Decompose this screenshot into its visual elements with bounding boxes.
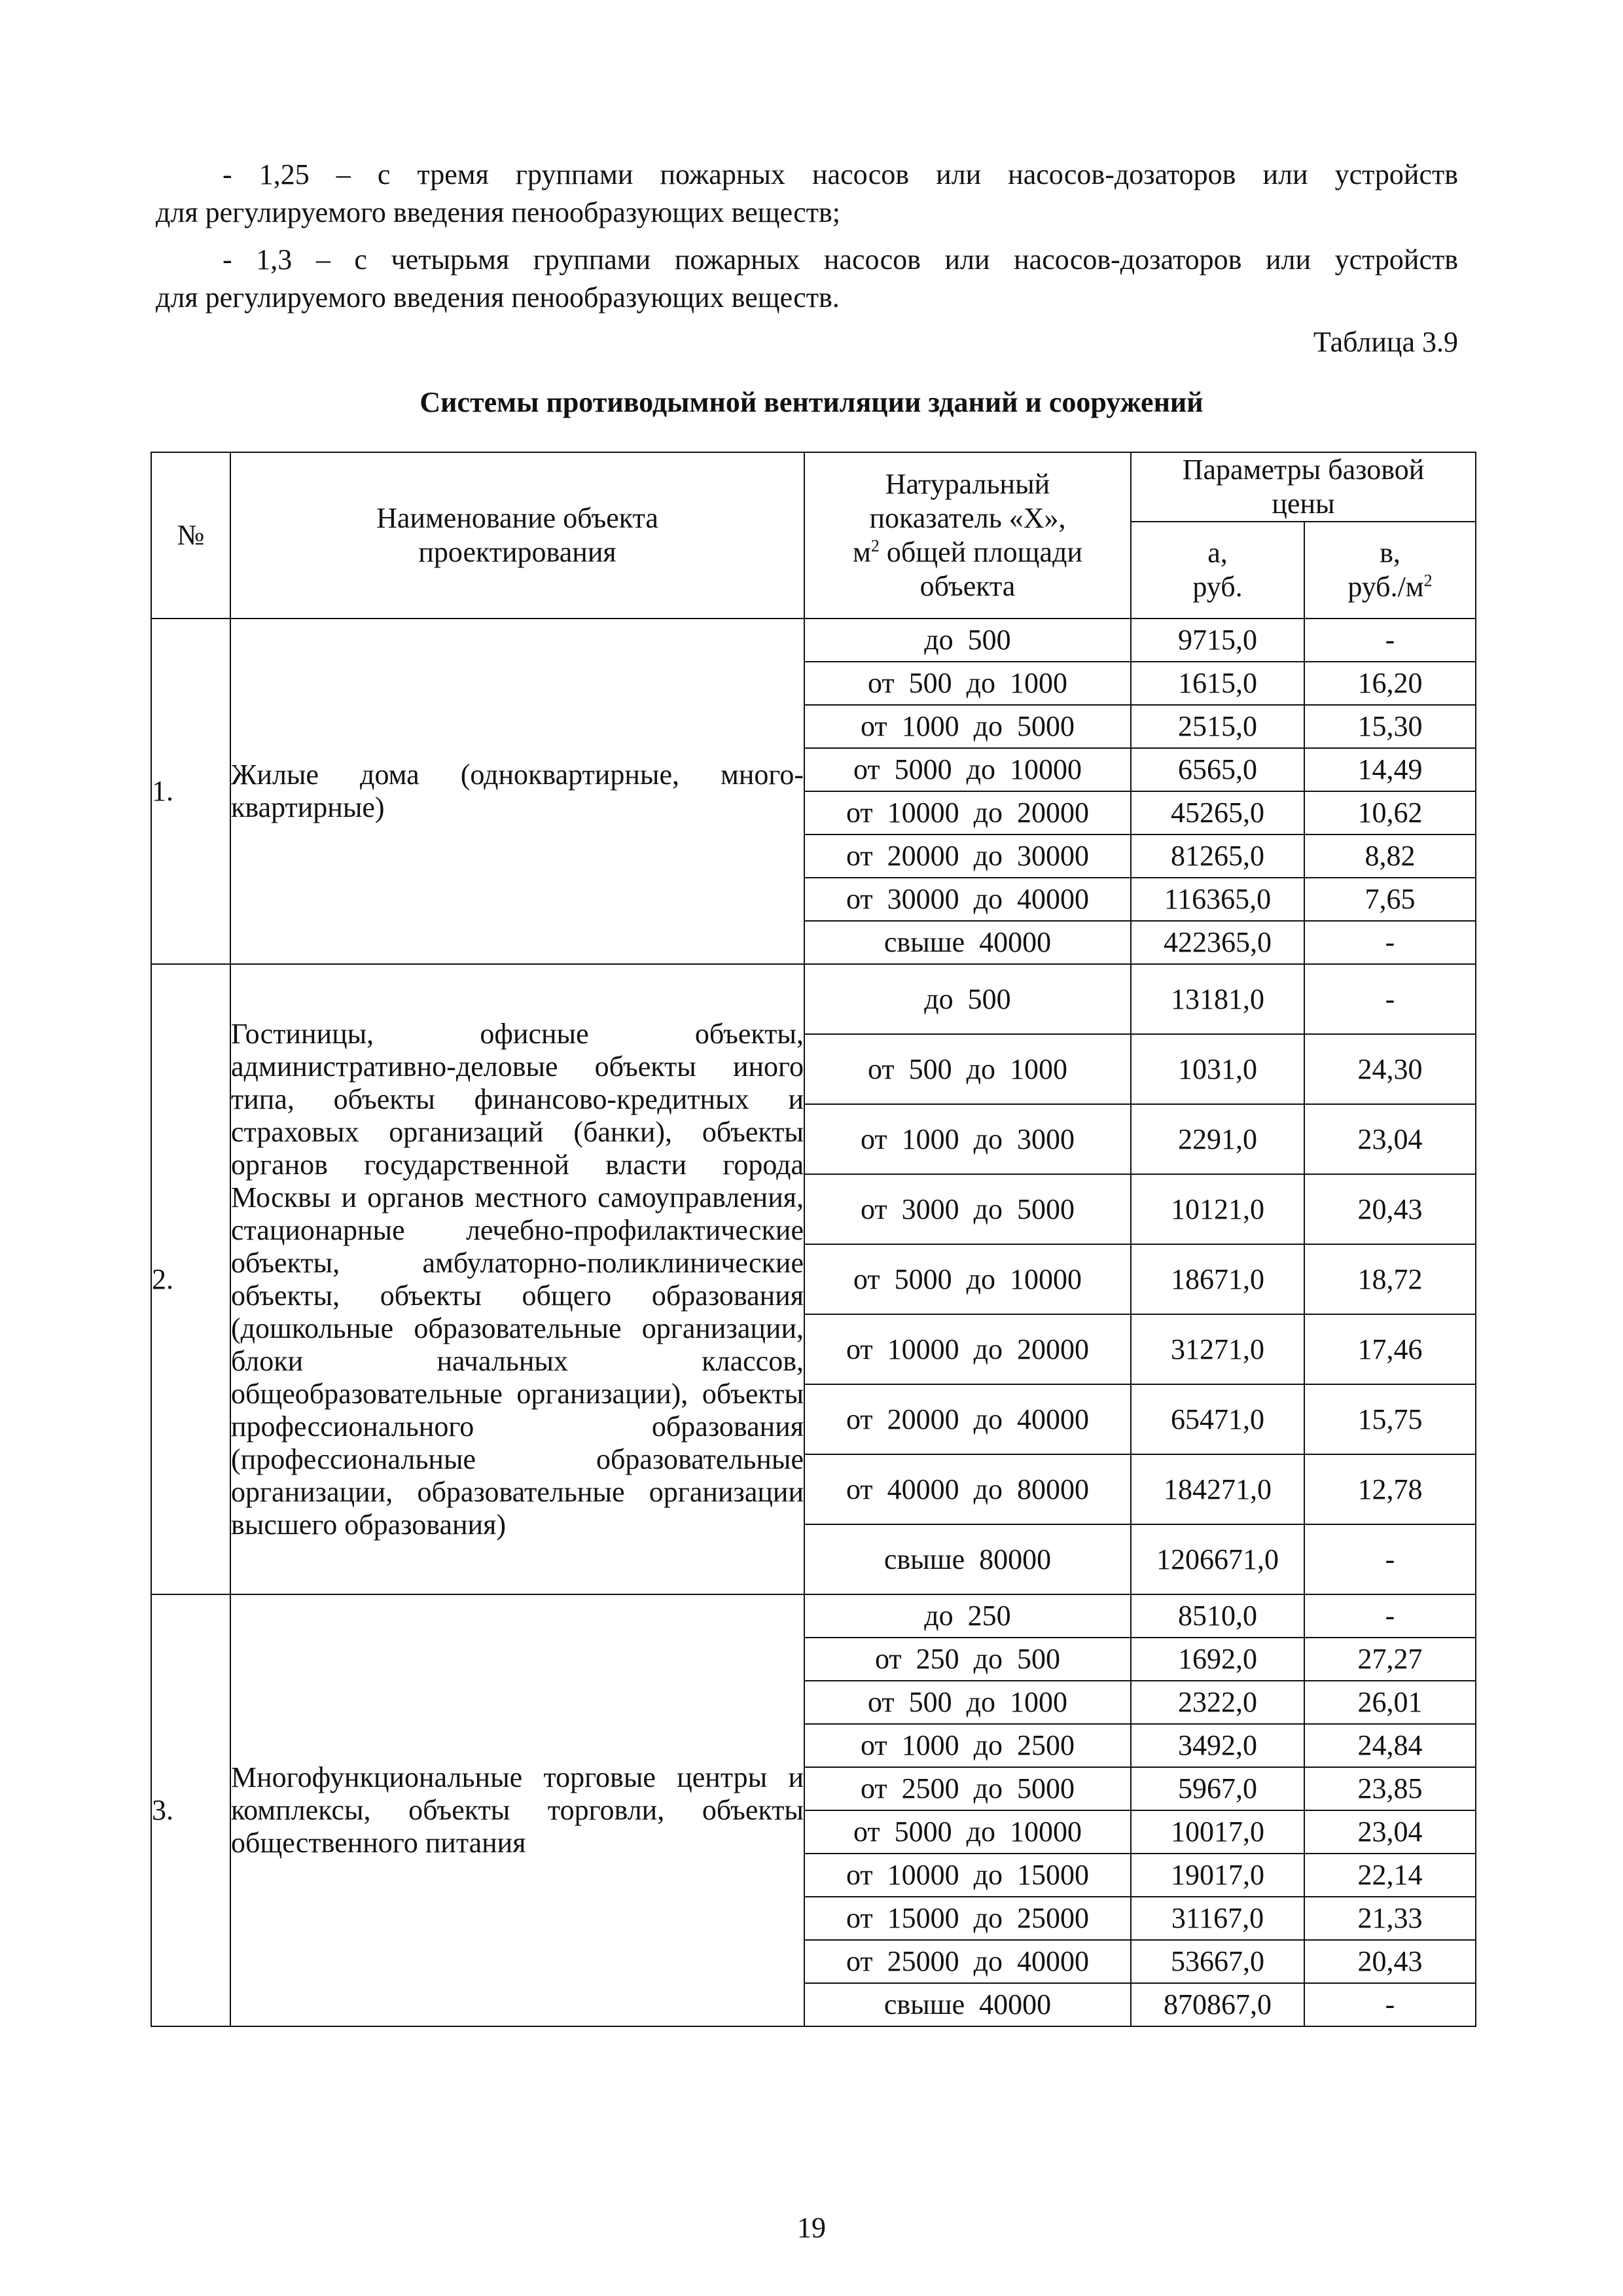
unit-rub-per-m: руб./м xyxy=(1347,571,1424,603)
paragraph-coefficient-1-25 xyxy=(156,156,1458,232)
natural-indicator-range: от 500 до 1000 xyxy=(804,662,1131,705)
natural-indicator-range: от 15000 до 25000 xyxy=(804,1897,1131,1940)
price-a: 31167,0 xyxy=(1131,1897,1304,1940)
natural-indicator-range: свыше 40000 xyxy=(804,921,1131,964)
price-a: 116365,0 xyxy=(1131,878,1304,921)
price-b: 23,04 xyxy=(1304,1810,1476,1854)
natural-indicator-range: от 10000 до 20000 xyxy=(804,1314,1131,1384)
natural-indicator-range: от 5000 до 10000 xyxy=(804,748,1131,791)
price-a: 1692,0 xyxy=(1131,1638,1304,1681)
natural-indicator-range: от 5000 до 10000 xyxy=(804,1244,1131,1314)
price-b: 23,85 xyxy=(1304,1767,1476,1810)
price-a: 2291,0 xyxy=(1131,1104,1304,1174)
natural-indicator-range: от 30000 до 40000 xyxy=(804,878,1131,921)
price-b: 22,14 xyxy=(1304,1854,1476,1897)
natural-indicator-range: от 2500 до 5000 xyxy=(804,1767,1131,1810)
object-name: Гостиницы, офисные объекты, административно-деловые объекты иного типа, объекты финансово-кредитных и страховых организаций (банки), объекты органов государственной власти города Москвы и органов местного самоуправления, стационарные лечебно-профилактические объекты, амбулаторно-поликлинические объекты, объекты общего образования (дошкольные образовательные организации, блоки начальных классов, общеобразовательные организации), объекты профессионального образования (профессиональные образовательные организации, образовательные организации высшего образования) xyxy=(230,964,804,1594)
header-x-line: показатель «X», xyxy=(869,502,1066,534)
price-b: 14,49 xyxy=(1304,748,1476,791)
price-a: 1206671,0 xyxy=(1131,1524,1304,1594)
price-a: 45265,0 xyxy=(1131,791,1304,834)
price-a: 8510,0 xyxy=(1131,1594,1304,1638)
table-header xyxy=(151,452,1476,619)
price-b: 23,04 xyxy=(1304,1104,1476,1174)
price-table xyxy=(151,452,1476,2027)
price-a: 13181,0 xyxy=(1131,964,1304,1034)
table-label: Таблица 3.9 xyxy=(1313,326,1458,358)
price-a: 9715,0 xyxy=(1131,619,1304,662)
price-b: - xyxy=(1304,1594,1476,1638)
price-b: 15,75 xyxy=(1304,1384,1476,1454)
natural-indicator-range: от 20000 до 40000 xyxy=(804,1384,1131,1454)
table-title: Системы противодымной вентиляции зданий и сооружений xyxy=(419,386,1204,418)
price-a: 6565,0 xyxy=(1131,748,1304,791)
price-b: 20,43 xyxy=(1304,1174,1476,1244)
price-b: 10,62 xyxy=(1304,791,1476,834)
price-a: 65471,0 xyxy=(1131,1384,1304,1454)
natural-indicator-range: от 40000 до 80000 xyxy=(804,1454,1131,1524)
natural-indicator-range: до 250 xyxy=(804,1594,1131,1638)
header-x-line: объекта xyxy=(919,570,1016,602)
unit-m: м xyxy=(852,536,871,568)
natural-indicator-range: от 1000 до 5000 xyxy=(804,705,1131,748)
price-a: 31271,0 xyxy=(1131,1314,1304,1384)
price-a: 10121,0 xyxy=(1131,1174,1304,1244)
price-a: 5967,0 xyxy=(1131,1767,1304,1810)
price-a: 19017,0 xyxy=(1131,1854,1304,1897)
price-b: 27,27 xyxy=(1304,1638,1476,1681)
price-a: 10017,0 xyxy=(1131,1810,1304,1854)
price-b: 24,84 xyxy=(1304,1724,1476,1767)
object-name: Жилые дома (одноквартирные, много-квартирные) xyxy=(230,619,804,964)
price-b: 12,78 xyxy=(1304,1454,1476,1524)
natural-indicator-range: от 10000 до 15000 xyxy=(804,1854,1131,1897)
natural-indicator-range: от 1000 до 3000 xyxy=(804,1104,1131,1174)
natural-indicator-range: свыше 80000 xyxy=(804,1524,1131,1594)
row-number: 2. xyxy=(151,964,230,1594)
natural-indicator-range: от 5000 до 10000 xyxy=(804,1810,1131,1854)
header-base-price-text: Параметры базовой цены xyxy=(1182,454,1425,520)
price-b: 15,30 xyxy=(1304,705,1476,748)
price-b: 20,43 xyxy=(1304,1940,1476,1983)
header-object-name-text: Наименование объекта проектирования xyxy=(376,502,658,568)
price-b: 7,65 xyxy=(1304,878,1476,921)
price-a: 2515,0 xyxy=(1131,705,1304,748)
natural-indicator-range: свыше 40000 xyxy=(804,1983,1131,2026)
price-a: 18671,0 xyxy=(1131,1244,1304,1314)
natural-indicator-range: от 1000 до 2500 xyxy=(804,1724,1131,1767)
header-a-line: а, xyxy=(1207,537,1228,569)
price-b: 21,33 xyxy=(1304,1897,1476,1940)
row-number: 1. xyxy=(151,619,230,964)
paragraph-coefficient-1-3 xyxy=(156,241,1458,317)
header-object-name xyxy=(230,452,804,619)
object-name: Многофункциональные торговые центры и комплексы, объекты торговли, объекты общественного питания xyxy=(230,1594,804,2026)
header-b-line: в, xyxy=(1380,537,1400,569)
header-x-line xyxy=(805,535,1130,569)
paragraph-line: для регулируемого введения пенообразующих веществ; xyxy=(156,196,840,228)
natural-indicator-range: от 250 до 500 xyxy=(804,1638,1131,1681)
price-a: 2322,0 xyxy=(1131,1681,1304,1724)
price-b: 17,46 xyxy=(1304,1314,1476,1384)
natural-indicator-range: до 500 xyxy=(804,619,1131,662)
table-row xyxy=(151,619,1476,662)
table-row xyxy=(151,1594,1476,1638)
price-a: 53667,0 xyxy=(1131,1940,1304,1983)
price-b: 26,01 xyxy=(1304,1681,1476,1724)
page-number: 19 xyxy=(797,2212,826,2244)
natural-indicator-range: от 10000 до 20000 xyxy=(804,791,1131,834)
price-a: 184271,0 xyxy=(1131,1454,1304,1524)
price-a: 1615,0 xyxy=(1131,662,1304,705)
price-b: 8,82 xyxy=(1304,834,1476,878)
table-body xyxy=(151,619,1476,2026)
price-a: 1031,0 xyxy=(1131,1034,1304,1104)
price-b: - xyxy=(1304,619,1476,662)
natural-indicator-range: до 500 xyxy=(804,964,1131,1034)
row-number: 3. xyxy=(151,1594,230,2026)
natural-indicator-range: от 20000 до 30000 xyxy=(804,834,1131,878)
price-a: 422365,0 xyxy=(1131,921,1304,964)
header-base-price-params xyxy=(1131,452,1476,522)
price-b: - xyxy=(1304,1524,1476,1594)
header-b-line xyxy=(1305,570,1475,604)
header-natural-indicator xyxy=(804,452,1131,619)
paragraph-line: для регулируемого введения пенообразующих веществ. xyxy=(156,281,840,314)
paragraph-line: - 1,3 – с четырьмя группами пожарных насосов или насосов-дозаторов или устройств xyxy=(223,243,1458,276)
price-a: 870867,0 xyxy=(1131,1983,1304,2026)
natural-indicator-range: от 500 до 1000 xyxy=(804,1681,1131,1724)
natural-indicator-range: от 25000 до 40000 xyxy=(804,1940,1131,1983)
header-x-line: Натуральный xyxy=(885,468,1050,500)
natural-indicator-range: от 3000 до 5000 xyxy=(804,1174,1131,1244)
header-x-line-rest: общей площади xyxy=(879,536,1083,568)
paragraph-line: - 1,25 – с тремя группами пожарных насосов или насосов-дозаторов или устройств xyxy=(223,158,1458,190)
price-a: 3492,0 xyxy=(1131,1724,1304,1767)
header-a-line: руб. xyxy=(1192,571,1243,603)
price-b: 24,30 xyxy=(1304,1034,1476,1104)
natural-indicator-range: от 500 до 1000 xyxy=(804,1034,1131,1104)
price-b: 18,72 xyxy=(1304,1244,1476,1314)
header-a xyxy=(1131,522,1304,619)
price-b: - xyxy=(1304,1983,1476,2026)
price-b: - xyxy=(1304,964,1476,1034)
price-b: - xyxy=(1304,921,1476,964)
unit-square-sup: 2 xyxy=(870,536,880,556)
header-b xyxy=(1304,522,1476,619)
table-row xyxy=(151,964,1476,1034)
unit-square-sup: 2 xyxy=(1423,571,1433,590)
price-a: 81265,0 xyxy=(1131,834,1304,878)
header-number: № xyxy=(151,452,230,619)
price-b: 16,20 xyxy=(1304,662,1476,705)
